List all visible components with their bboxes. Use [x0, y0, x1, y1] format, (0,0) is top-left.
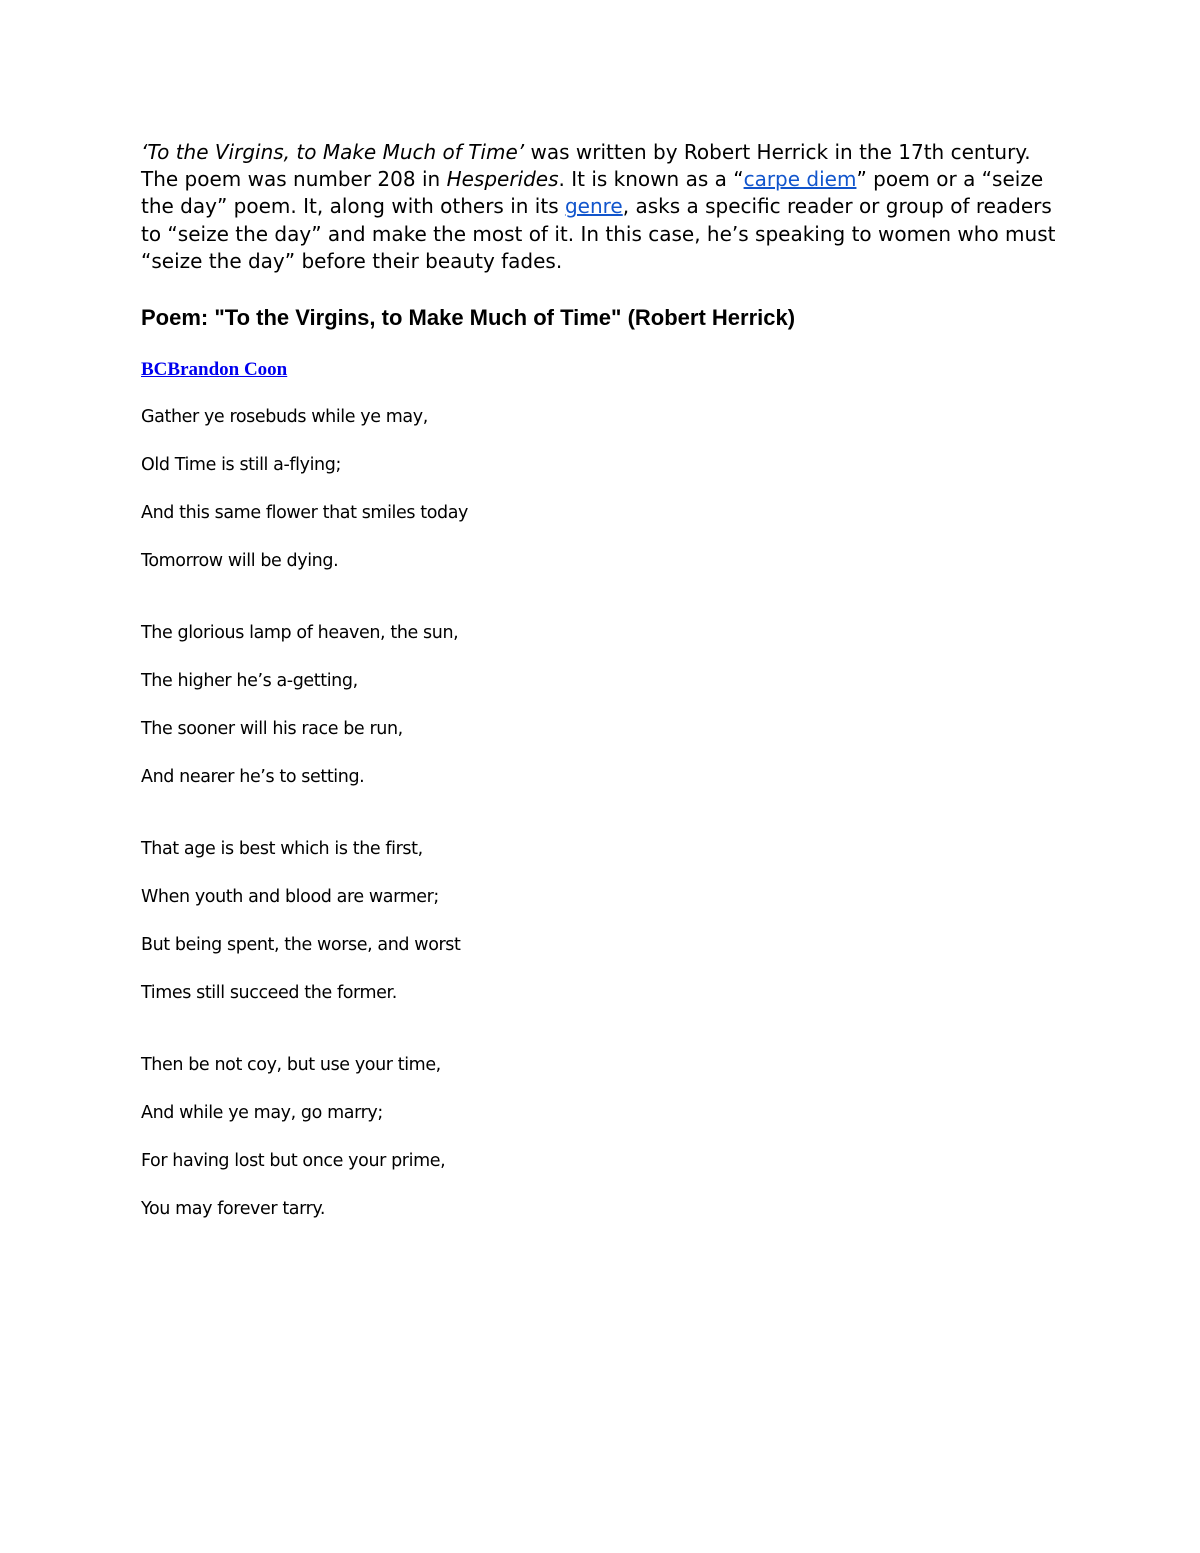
intro-text-3: ” poem or a “seize the day” poem. It, along with others in its — [141, 167, 1044, 219]
poem-line: Times still succeed the former. — [141, 983, 397, 1003]
poem-line: You may forever tarry. — [141, 1199, 326, 1219]
intro-text-4: , asks a specific reader or group of readers to “seize the day” and make the most of it. In this case, he’s speaking to women who must “seize the day” before their beauty fades. — [141, 194, 1056, 273]
poem-line: The higher he’s a-getting, — [141, 671, 358, 691]
poem-line: For having lost but once your prime, — [141, 1151, 446, 1171]
stanza — [141, 621, 468, 789]
poem-line: When youth and blood are warmer; — [141, 887, 439, 907]
stanza — [141, 1053, 468, 1221]
poem-body — [141, 405, 468, 1269]
poem-line: The glorious lamp of heaven, the sun, — [141, 623, 459, 643]
poem-heading: Poem: "To the Virgins, to Make Much of Time" (Robert Herrick) — [141, 305, 796, 330]
author-link[interactable]: BCBrandon Coon — [141, 359, 288, 380]
genre-link[interactable]: genre — [564, 194, 623, 219]
poem-line: The sooner will his race be run, — [141, 719, 403, 739]
intro-text-1: was written by Robert Herrick in the 17th century. The poem was number 208 in — [141, 140, 1031, 192]
poem-line: That age is best which is the first, — [141, 839, 423, 859]
poem-title-italic: ‘To the Virgins, to Make Much of Time’ — [141, 140, 525, 164]
poem-line: Then be not coy, but use your time, — [141, 1055, 441, 1075]
poem-line: Tomorrow will be dying. — [141, 551, 339, 571]
poem-line: And this same flower that smiles today — [141, 503, 469, 523]
poem-line: Old Time is still a-flying; — [141, 455, 341, 475]
poem-line: But being spent, the worse, and worst — [141, 935, 461, 955]
intro-paragraph — [141, 139, 1061, 275]
intro-text-2: . It is known as a “ — [558, 167, 744, 192]
book-title-italic: Hesperides — [446, 167, 559, 192]
stanza — [141, 405, 468, 573]
poem-line: And nearer he’s to setting. — [141, 767, 365, 787]
poem-line: And while ye may, go marry; — [141, 1103, 383, 1123]
stanza — [141, 837, 468, 1005]
carpe-diem-link[interactable]: carpe diem — [743, 167, 857, 192]
poem-line: Gather ye rosebuds while ye may, — [141, 407, 428, 427]
